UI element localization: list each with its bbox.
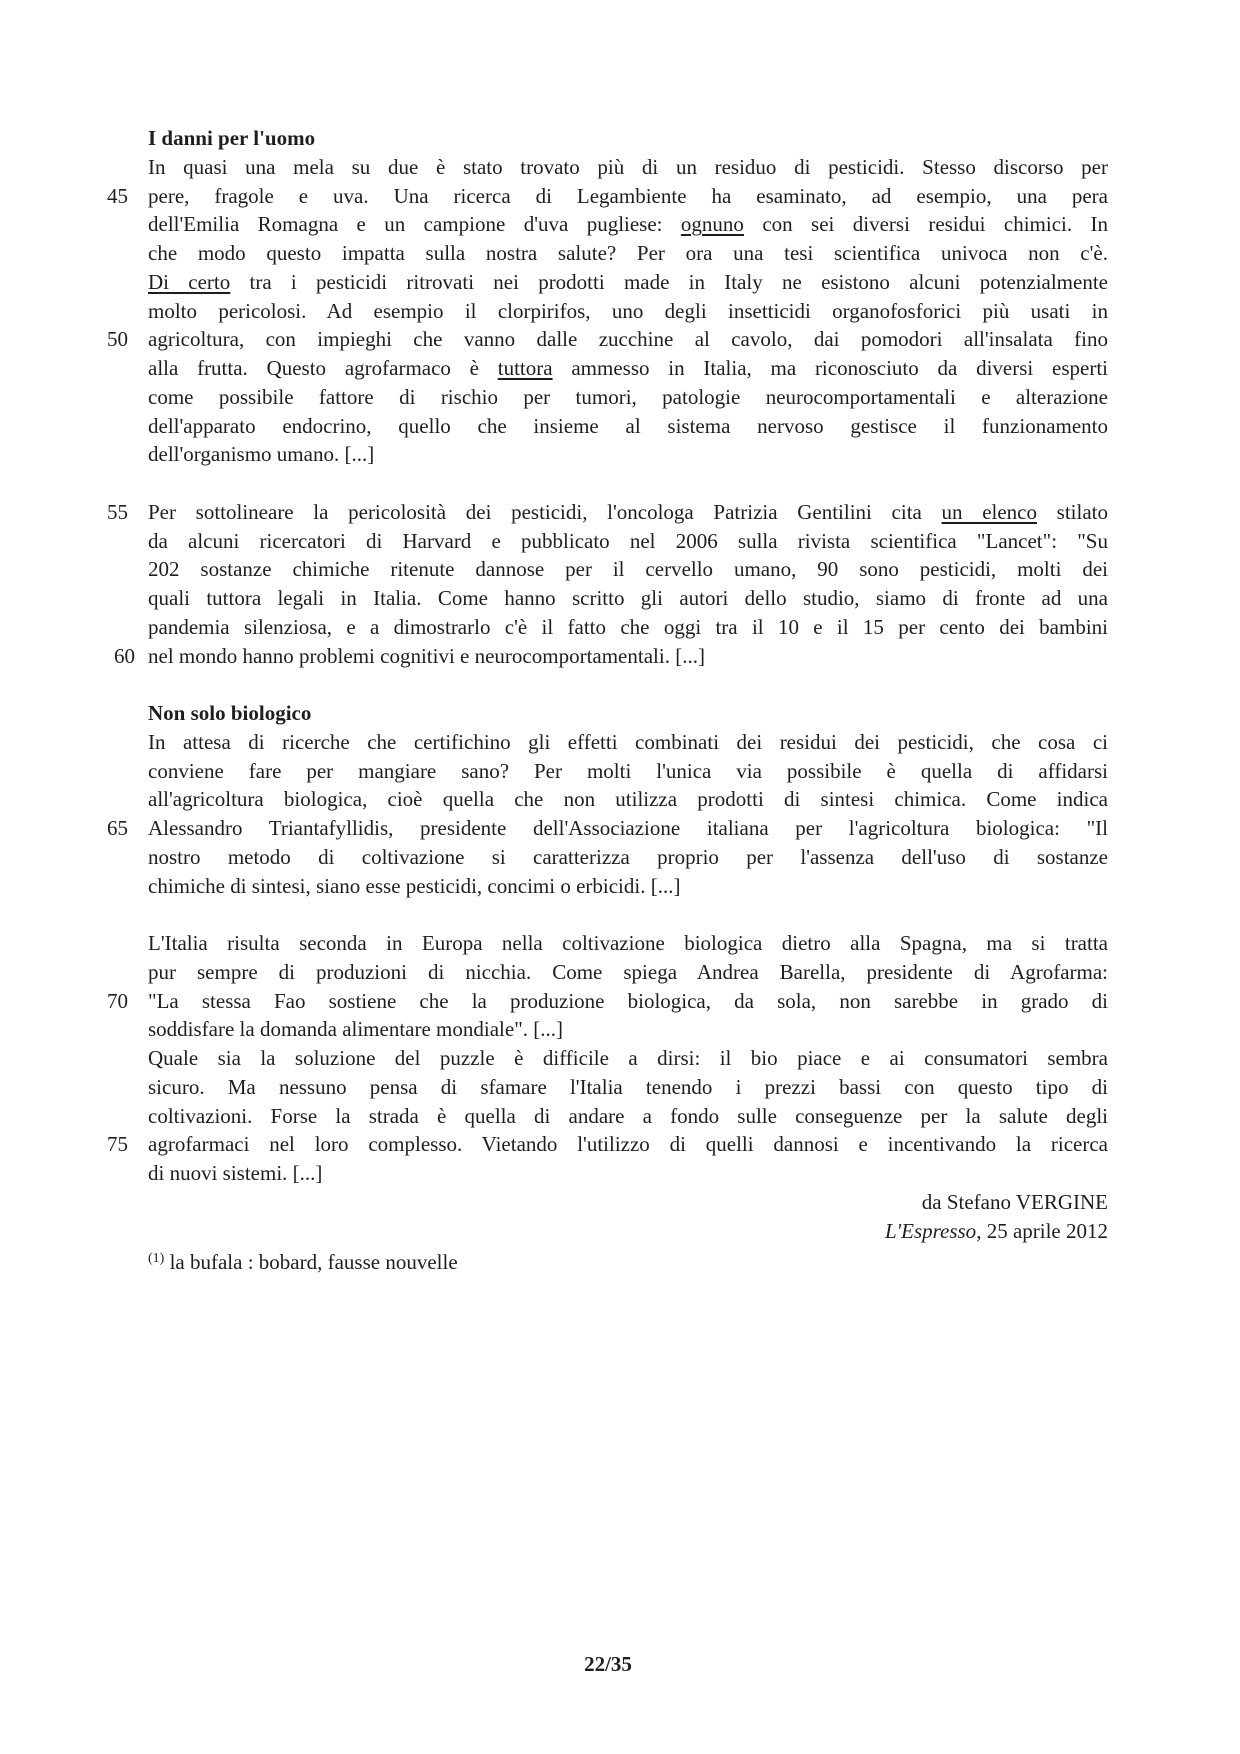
page-number: 22/35: [584, 1652, 632, 1676]
text-segment: dell'organismo umano. [...]: [148, 442, 375, 467]
text-line: [148, 843, 1108, 872]
text-segment: alla frutta. Questo agrofarmaco è: [148, 356, 498, 380]
text-line: [148, 1102, 1108, 1131]
text-segment: coltivazioni. Forse la strada è quella di andare a fondo sulle conseguenze per la salute degli: [148, 1103, 1108, 1128]
underlined-term: un elenco: [941, 499, 1037, 524]
text-line: [107, 498, 1108, 527]
underlined-term: tuttora: [497, 356, 553, 380]
text-block: [107, 124, 1108, 1275]
text-segment: molto pericolosi. Ad esempio il clorpirifos, uno degli insetticidi organofosforici più usati in: [148, 298, 1108, 323]
text-segment: quali tuttora legali in Italia. Come hanno scritto gli autori dello studio, siamo di fronte ad una: [148, 586, 1108, 610]
footnote-line: [148, 1245, 1108, 1274]
text-segment: In attesa di ricerche che certifichino gli effetti combinati dei residui dei pesticidi, che cosa ci: [148, 729, 1108, 754]
text-segment: Non solo biologico: [148, 701, 312, 725]
text-segment: I danni per l'uomo: [148, 126, 316, 150]
text-line: [148, 929, 1108, 958]
line-number: 65: [107, 816, 128, 840]
text-segment: L'Espresso: [884, 1218, 977, 1243]
text-segment: soddisfare la domanda alimentare mondiale". [...]: [148, 1017, 564, 1042]
text-line: [107, 325, 1108, 354]
text-segment: Alessandro Triantafyllidis, presidente dell'Associazione italiana per l'agricoltura biologica: "Il: [148, 816, 1108, 840]
text-segment: agricoltura, con impieghi che vanno dalle zucchine al cavolo, dai pomodori all'insalata fino: [148, 327, 1108, 352]
text-line: [107, 814, 1108, 843]
text-line: [148, 268, 1108, 297]
text-line: [148, 1044, 1108, 1073]
line-number: 55: [107, 499, 128, 524]
attribution-line: [148, 1188, 1108, 1217]
section-heading: [148, 124, 1108, 153]
text-segment: con sei diversi residui chimici. In: [743, 212, 1108, 237]
text-segment: dell'Emilia Romagna e un campione d'uva pugliese:: [148, 212, 681, 237]
text-segment: all'agricoltura biologica, cioè quella che non utilizza prodotti di sintesi chimica. Come indica: [148, 787, 1108, 812]
line-number: 50: [107, 327, 128, 352]
blank-line: [148, 469, 1108, 498]
text-line: [148, 1159, 1108, 1188]
text-segment: Per sottolineare la pericolosità dei pesticidi, l'oncologa Patrizia Gentilini cita: [148, 499, 942, 524]
text-segment: da Stefano VERGINE: [921, 1189, 1108, 1214]
underlined-term: Di certo: [148, 269, 231, 294]
text-line: [148, 958, 1108, 987]
text-line: [148, 1015, 1108, 1044]
line-number: 70: [107, 988, 128, 1013]
footnote-marker: (1): [148, 1251, 165, 1267]
text-line: [148, 527, 1108, 556]
text-line: [148, 239, 1108, 268]
text-line: [148, 383, 1108, 412]
text-line: [148, 354, 1108, 383]
text-line: [148, 210, 1108, 239]
text-segment: nel mondo hanno problemi cognitivi e neurocomportamentali. [...]: [148, 643, 705, 668]
text-segment: pere, fragole e uva. Una ricerca di Legambiente ha esaminato, ad esempio, una pera: [148, 183, 1108, 208]
text-segment: agrofarmaci nel loro complesso. Vietando l'utilizzo di quelli dannosi e incentivando la ricerca: [148, 1132, 1108, 1157]
text-line: [107, 1130, 1108, 1159]
text-line: [148, 153, 1108, 182]
text-line: [148, 757, 1108, 786]
text-segment: , 25 aprile 2012: [976, 1218, 1108, 1243]
text-segment: pandemia silenziosa, e a dimostrarlo c'è il fatto che oggi tra il 10 e il 15 per cento dei bambini: [148, 614, 1108, 639]
text-line: [148, 785, 1108, 814]
line-number: 60: [114, 643, 135, 668]
text-segment: "La stessa Fao sostiene che la produzione biologica, da sola, non sarebbe in grado di: [148, 988, 1108, 1013]
text-segment: come possibile fattore di rischio per tumori, patologie neurocomportamentali e alterazione: [148, 384, 1108, 409]
text-segment: dell'apparato endocrino, quello che insieme al sistema nervoso gestisce il funzionamento: [148, 413, 1108, 438]
text-segment: chimiche di sintesi, siano esse pesticidi, concimi o erbicidi. [...]: [148, 873, 681, 898]
text-segment: pur sempre di produzioni di nicchia. Come spiega Andrea Barella, presidente di Agrofarma:: [148, 959, 1108, 984]
text-line: [107, 987, 1108, 1016]
blank-line: [148, 670, 1108, 699]
text-segment: la bufala : bobard, fausse nouvelle: [164, 1250, 458, 1275]
text-segment: sicuro. Ma nessuno pensa di sfamare l'Italia tenendo i prezzi bassi con questo tipo di: [148, 1074, 1108, 1099]
text-line: [114, 642, 1108, 671]
text-line: [148, 555, 1108, 584]
text-line: [107, 182, 1108, 211]
text-line: [148, 872, 1108, 901]
underlined-term: ognuno: [680, 212, 744, 237]
text-segment: In quasi una mela su due è stato trovato più di un residuo di pesticidi. Stesso discorso per: [148, 154, 1108, 179]
text-line: [148, 613, 1108, 642]
text-line: [148, 728, 1108, 757]
text-segment: Quale sia la soluzione del puzzle è difficile a dirsi: il bio piace e ai consumatori sembra: [148, 1046, 1108, 1070]
blank-line: [148, 900, 1108, 929]
text-segment: tra i pesticidi ritrovati nei prodotti made in Italy ne esistono alcuni potenzialmente: [230, 269, 1108, 294]
text-line: [148, 297, 1108, 326]
line-number: 45: [107, 183, 128, 208]
text-segment: L'Italia risulta seconda in Europa nella coltivazione biologica dietro alla Spagna, ma si tratta: [148, 931, 1108, 955]
text-segment: nostro metodo di coltivazione si caratterizza proprio per l'assenza dell'uso di sostanze: [148, 844, 1108, 869]
line-number: 75: [107, 1132, 128, 1157]
text-segment: di nuovi sistemi. [...]: [148, 1161, 323, 1185]
text-line: [148, 584, 1108, 613]
text-line: [148, 1073, 1108, 1102]
text-line: [148, 440, 1108, 469]
text-segment: ammesso in Italia, ma riconosciuto da diversi esperti: [552, 356, 1108, 380]
text-segment: da alcuni ricercatori di Harvard e pubblicato nel 2006 sulla rivista scientifica "Lancet": "Su: [148, 528, 1108, 553]
section-heading: [148, 699, 1108, 728]
text-segment: stilato: [1037, 499, 1108, 524]
text-segment: conviene fare per mangiare sano? Per molti l'unica via possibile è quella di affidarsi: [148, 758, 1108, 783]
text-segment: 202 sostanze chimiche ritenute dannose per il cervello umano, 90 sono pesticidi, molti dei: [148, 557, 1108, 582]
text-line: [148, 412, 1108, 441]
text-segment: che modo questo impatta sulla nostra salute? Per ora una tesi scientifica univoca non c'è.: [148, 241, 1108, 265]
attribution-line: [148, 1217, 1108, 1246]
